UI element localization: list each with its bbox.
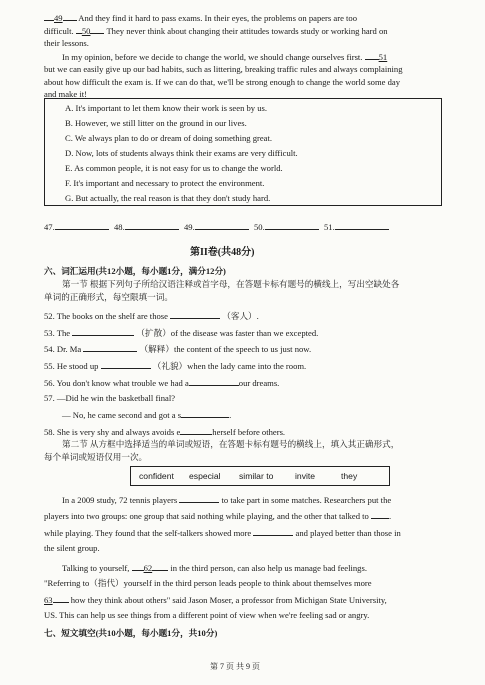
option-f: F. It's important and necessary to protect the environment. bbox=[65, 178, 265, 188]
blank-53[interactable] bbox=[72, 327, 134, 336]
word-confident: confident bbox=[139, 471, 174, 481]
word-they: they bbox=[341, 471, 358, 481]
passage-line-3: their lessons. bbox=[44, 38, 89, 48]
passage-line-5: but we can easily give up our bad habits, such as littering, breaking traffic rules and always complaining bbox=[44, 64, 403, 74]
passage2-line-2: players into two groups: one group that said nothing while playing, and the other that talked to . bbox=[44, 511, 392, 521]
option-e: E. As common people, it is not easy for us to change the world. bbox=[65, 163, 283, 173]
question-53: 53. The （扩散）of the disease was faster than we excepted. bbox=[44, 328, 319, 338]
answer-slot-50[interactable]: 50. bbox=[254, 221, 319, 233]
question-55: 55. He stood up （礼貌）when the lady came into the room. bbox=[44, 361, 307, 371]
blank-61[interactable] bbox=[253, 527, 293, 536]
blank-63: 63 bbox=[44, 595, 53, 605]
part6-title: 六、词汇运用(共12小题，每小题1分，满分12分) bbox=[44, 266, 226, 276]
blank-51: 51 bbox=[378, 52, 388, 62]
blank-55[interactable] bbox=[101, 360, 151, 369]
passage-line-1: 49 And they find it hard to pass exams. In their eyes, the problems on papers are too bbox=[44, 12, 357, 24]
answer-slot-51[interactable]: 51. bbox=[324, 221, 389, 233]
blank-50: 50 bbox=[81, 26, 91, 36]
passage2-line-3: while playing. They found that the self-talkers showed more and played better than those in bbox=[44, 528, 401, 538]
part6-instruction-2b: 每个单词或短语仅用一次。 bbox=[44, 452, 148, 462]
word-especial: especial bbox=[189, 471, 221, 481]
word-similar-to: similar to bbox=[239, 471, 274, 481]
option-b: B. However, we still litter on the ground in our lives. bbox=[65, 118, 247, 128]
options-box bbox=[44, 98, 442, 206]
part6-instruction-1b: 单词的正确形式，每空限填一词。 bbox=[44, 292, 173, 302]
question-58: 58. She is very shy and always avoids e herself before others. bbox=[44, 427, 286, 437]
blank-59[interactable] bbox=[179, 494, 219, 503]
question-52: 52. The books on the shelf are those （客人）. bbox=[44, 311, 259, 321]
page-footer: 第 7 页 共 9 页 bbox=[210, 662, 260, 671]
section-title: 第II卷(共48分) bbox=[190, 247, 255, 258]
option-a: A. It's important to let them know their work is seen by us. bbox=[65, 103, 268, 113]
passage3-line-2: "Referring to（指代）yourself in the third person leads people to think about themselves more bbox=[44, 578, 372, 588]
word-box bbox=[130, 466, 390, 486]
passage-line-6: about how difficult the exam is. If we can do that, we'll be strong enough to change the world some day bbox=[44, 77, 401, 87]
option-c: C. We always plan to do or dream of doing something great. bbox=[65, 133, 273, 143]
blank-62: 62 bbox=[143, 563, 153, 573]
blank-57[interactable] bbox=[181, 409, 229, 418]
question-57a: 57. —Did he win the basketball final? bbox=[44, 393, 176, 403]
passage3-line-1: Talking to yourself, 62 in the third person, can also help us manage bad feelings. bbox=[62, 563, 367, 573]
answer-slot-49[interactable]: 49. bbox=[184, 221, 249, 233]
part7-title: 七、短文填空(共10小题，每小题1分，共10分) bbox=[44, 628, 218, 638]
blank-60[interactable] bbox=[371, 510, 389, 519]
passage3-line-4: US. This can help us see things from a different point of view when we're feeling sad or angry. bbox=[44, 610, 370, 620]
question-56: 56. You don't know what trouble we had a our dreams. bbox=[44, 378, 280, 388]
passage-line-2: difficult. 50 They never think about changing their attitudes towards study or working hard on bbox=[44, 26, 388, 36]
part6-instruction-1a: 第一节 根据下列句子所给汉语注释或首字母，在答题卡标有题号的横线上，写出空缺处各 bbox=[62, 279, 400, 289]
answer-slot-48[interactable]: 48. bbox=[114, 221, 179, 233]
question-57b: — No, he came second and got a s . bbox=[62, 410, 232, 420]
answer-slot-47[interactable]: 47. bbox=[44, 221, 109, 233]
blank-58[interactable] bbox=[180, 426, 212, 435]
blank-54[interactable] bbox=[83, 343, 137, 352]
option-g: G. But actually, the real reason is that they don't study hard. bbox=[65, 193, 271, 203]
option-d: D. Now, lots of students always think their exams are very difficult. bbox=[65, 148, 298, 158]
passage-line-4: In my opinion, before we decide to change the world, we should change ourselves first. 51 bbox=[62, 52, 388, 62]
passage2-line-1: In a 2009 study, 72 tennis players to take part in some matches. Researchers put the bbox=[62, 495, 392, 505]
blank-49: 49 bbox=[54, 13, 63, 23]
word-invite: invite bbox=[295, 471, 316, 481]
question-54: 54. Dr. Ma （解释）the content of the speech to us just now. bbox=[44, 344, 312, 354]
passage2-line-4: the silent group. bbox=[44, 543, 100, 553]
part6-instruction-2a: 第二节 从方框中选择适当的单词或短语，在答题卡标有题号的横线上，填入其正确形式， bbox=[62, 439, 400, 449]
blank-52[interactable] bbox=[170, 310, 220, 319]
passage3-line-3: 63 how they think about others" said Jason Moser, a professor from Michigan State University, bbox=[44, 595, 387, 605]
blank-56[interactable] bbox=[189, 377, 239, 386]
passage-line-7: and make it! bbox=[44, 89, 87, 99]
